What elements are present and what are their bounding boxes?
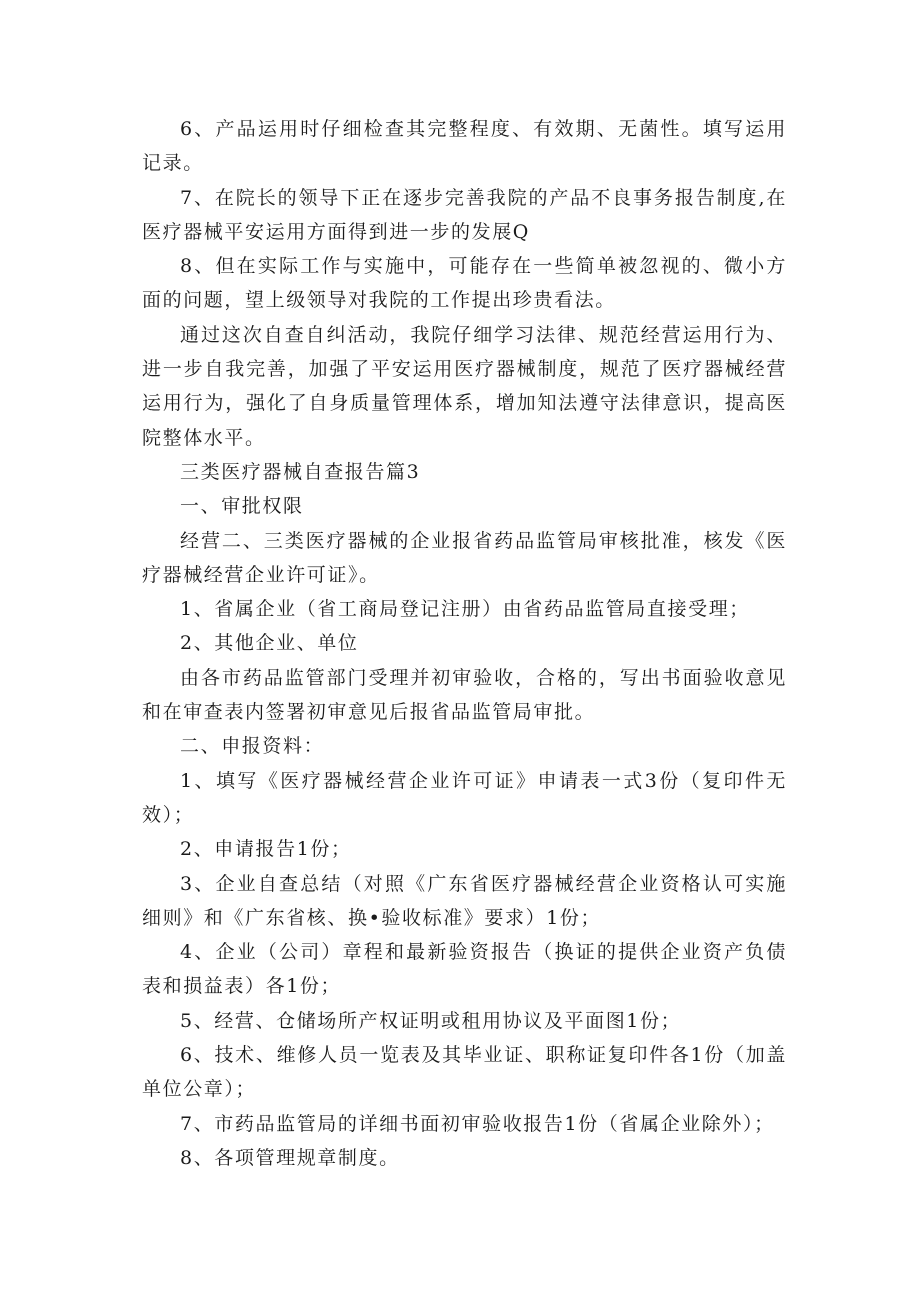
paragraph-city-review: 由各市药品监管部门受理并初审验收，合格的，写出书面验收意见和在审查表内签署初审意见后报省品监管局审批。 [142,666,787,724]
list-item-articles-and-audit-report: 4、企业（公司）章程和最新验资报告（换证的提供企业资产负债表和损益表）各1份； [142,941,787,998]
paragraph-item-7-adverse-event-reporting: 7、在院长的领导下正在逐步完善我院的产品不良事务报告制度,在医疗器械平安运用方面得到进一步的发展Q [142,186,787,243]
list-item-management-rules: 8、各项管理规章制度。 [180,1146,400,1169]
document-body [142,112,787,1175]
list-item-city-review-report: 7、市药品监管局的详细书面初审验收报告1份（省属企业除外）； [180,1112,775,1135]
paragraph-summary: 通过这次自查自纠活动，我院仔细学习法律、规范经营运用行为、进一步自我完善，加强了平安运用医疗器械制度，规范了医疗器械经营运用行为，强化了自身质量管理体系，增加知法遵守法律意识，提高医院整体水平。 [142,323,787,449]
list-item-property-proof: 5、经营、仓储场所产权证明或租用协议及平面图1份； [180,1009,682,1032]
list-item-application-form: 1、填写《医疗器械经营企业许可证》申请表一式3份（复印件无效）； [142,769,787,826]
heading-application-materials: 二、申报资料： [180,735,325,758]
paragraph-item-6-usage-check: 6、产品运用时仔细检查其完整程度、有效期、无菌性。填写运用记录。 [142,118,787,175]
list-item-provincial-enterprises: 1、省属企业（省工商局登记注册）由省药品监管局直接受理； [180,598,750,621]
list-item-staff-list: 6、技术、维修人员一览表及其毕业证、职称证复印件各1份（加盖单位公章）； [142,1044,787,1101]
list-item-self-inspection-summary: 3、企业自查总结（对照《广东省医疗器械经营企业资格认可实施细则》和《广东省核、换•验收标准》要求）1份； [142,872,787,929]
paragraph-item-8-issues: 8、但在实际工作与实施中，可能存在一些简单被忽视的、微小方面的问题，望上级领导对我院的工作提出珍贵看法。 [142,255,787,312]
paragraph-approval-description: 经营二、三类医疗器械的企业报省药品监管局审核批准，核发《医疗器械经营企业许可证》。 [142,529,787,586]
list-item-other-enterprises: 2、其他企业、单位 [180,632,359,655]
heading-approval-authority: 一、审批权限 [180,495,304,518]
section-title-report-3: 三类医疗器械自查报告篇3 [180,460,421,483]
list-item-application-report: 2、申请报告1份； [180,838,352,861]
